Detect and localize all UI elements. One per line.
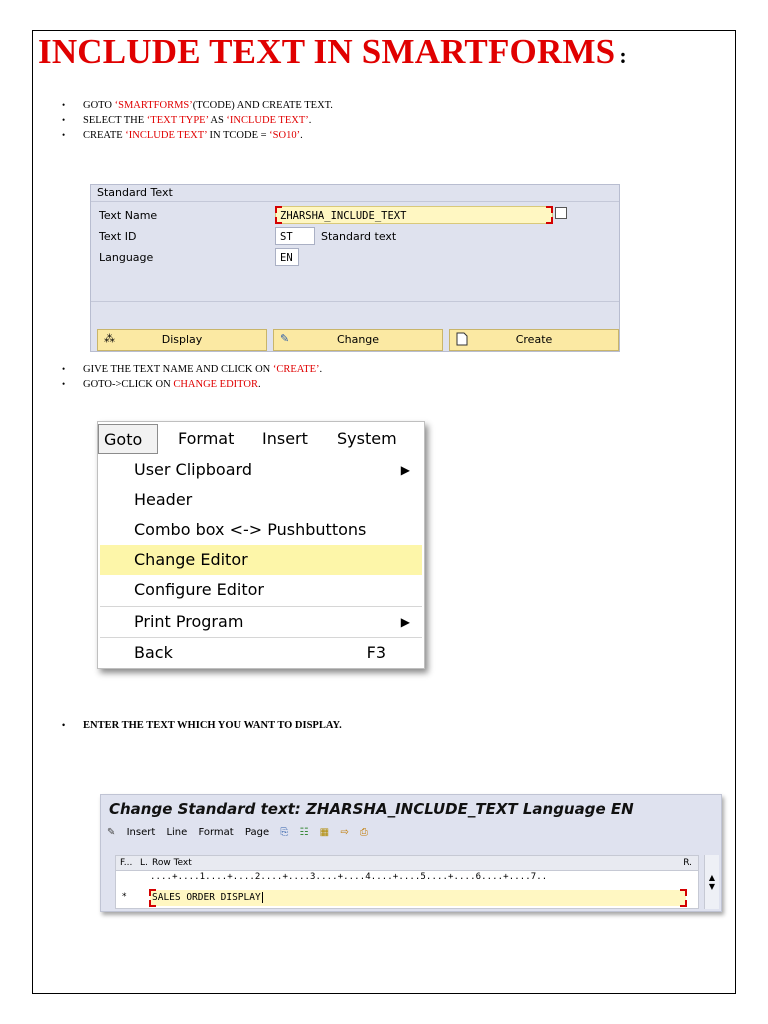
scroll-up-icon[interactable]: ▲ (708, 873, 716, 882)
steps-list-2 (62, 362, 322, 392)
goto-menu (97, 421, 425, 669)
text-id-description: Standard text (321, 230, 397, 243)
copy-icon[interactable]: ⎘ (280, 827, 289, 838)
toolbar-page[interactable]: Page (244, 827, 270, 838)
submenu-arrow-icon: ▶ (400, 615, 410, 629)
text-name-input[interactable]: ZHARSHA_INCLUDE_TEXT (275, 206, 553, 224)
menu-item-user-clipboard[interactable]: User Clipboard ▶ (100, 455, 422, 485)
language-label: Language (99, 251, 154, 264)
paste-icon[interactable]: ⎙ (359, 827, 368, 838)
list-item: • GOTO->CLICK ON CHANGE EDITOR. (62, 377, 322, 392)
value-help-icon[interactable] (555, 207, 567, 219)
divider (91, 301, 619, 302)
row-marker: * (122, 892, 127, 902)
menu-item-header[interactable]: Header (134, 490, 193, 509)
display-button[interactable]: ⁂ Display (97, 329, 267, 351)
steps-list-1 (62, 98, 333, 143)
text-name-label: Text Name (99, 209, 158, 222)
text-id-label: Text ID (99, 230, 137, 243)
grid-icon[interactable]: ▦ (319, 827, 330, 838)
text-id-input[interactable]: ST (275, 227, 315, 245)
editor-icon: ✎ (107, 827, 116, 838)
tree-icon[interactable]: ☷ (299, 827, 309, 838)
menu-item-combo-box[interactable]: Combo box <-> Pushbuttons (134, 520, 367, 539)
pencil-icon: ✎ (280, 332, 290, 345)
create-button[interactable]: Create (449, 329, 619, 351)
editor-grid-header (116, 856, 698, 871)
scroll-down-icon[interactable]: ▼ (708, 882, 716, 891)
export-icon[interactable]: ⇨ (340, 827, 349, 838)
col-row-text: Row Text (152, 858, 192, 868)
list-item: • ENTER THE TEXT WHICH YOU WANT TO DISPLAY. (62, 718, 342, 733)
col-r: R. (683, 858, 692, 868)
standard-text-panel (90, 184, 620, 352)
menu-insert[interactable]: Insert (262, 429, 308, 448)
list-item: • SELECT THE ‘TEXT TYPE’ AS ‘INCLUDE TEXT’. (62, 113, 333, 128)
change-button[interactable]: ✎ Change (273, 329, 443, 351)
menu-format[interactable]: Format (178, 429, 235, 448)
toolbar-line[interactable]: Line (166, 827, 188, 838)
menu-item-back[interactable]: Back F3 (134, 643, 386, 662)
menu-item-configure-editor[interactable]: Configure Editor (134, 580, 264, 599)
editor-toolbar (107, 827, 376, 838)
menu-system[interactable]: System (337, 429, 397, 448)
toolbar-insert[interactable]: Insert (126, 827, 156, 838)
submenu-arrow-icon: ▶ (400, 463, 410, 477)
col-line: L. (140, 858, 148, 868)
list-item: • CREATE ‘INCLUDE TEXT’ IN TCODE = ‘SO10’. (62, 128, 333, 143)
editor-title: Change Standard text: ZHARSHA_INCLUDE_TEXT Language EN (109, 800, 634, 818)
editor-ruler: ....+....1....+....2....+....3....+....4....+....5....+....6....+....7.. (150, 872, 548, 882)
language-input[interactable]: EN (275, 248, 299, 266)
standard-text-editor (100, 794, 722, 912)
steps-list-3 (62, 718, 342, 733)
panel-header: Standard Text (91, 185, 619, 202)
editor-grid (115, 855, 699, 909)
editor-scrollbar[interactable] (704, 855, 719, 909)
menu-bar (98, 422, 438, 456)
toolbar-format[interactable]: Format (198, 827, 234, 838)
document-title: INCLUDE TEXT IN SMARTFORMS : (38, 32, 627, 71)
editor-text-line[interactable]: SALES ORDER DISPLAY (150, 890, 686, 906)
menu-goto[interactable]: Goto (98, 424, 158, 454)
col-format: F... (120, 858, 133, 868)
display-icon: ⁂ (104, 332, 115, 345)
menu-item-print-program[interactable]: Print Program ▶ (100, 607, 422, 637)
menu-item-change-editor[interactable]: Change Editor (100, 545, 422, 575)
list-item: • GIVE THE TEXT NAME AND CLICK ON ‘CREATE’. (62, 362, 322, 377)
list-item: • GOTO ‘SMARTFORMS’(TCODE) AND CREATE TEXT. (62, 98, 333, 113)
